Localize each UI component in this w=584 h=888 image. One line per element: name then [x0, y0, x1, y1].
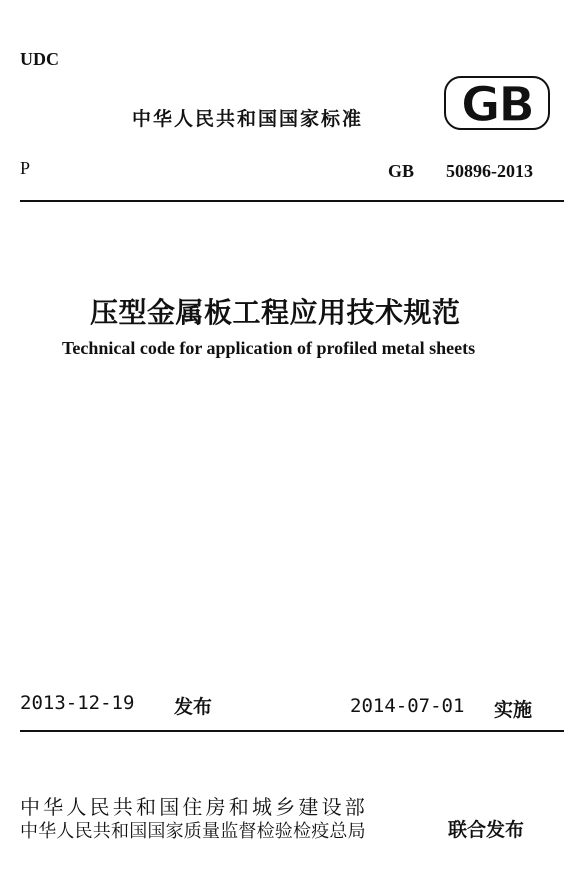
- implementation-date: 2014-07-01: [350, 695, 465, 717]
- publisher-line-1: 中华人民共和国住房和城乡建设部: [20, 795, 368, 819]
- gb-logo: [444, 76, 550, 130]
- standard-code-number: 50896-2013: [446, 161, 533, 181]
- english-title: Technical code for application of profiled metal sheets: [62, 338, 476, 358]
- standard-type-title: 中华人民共和国国家标准: [132, 108, 364, 130]
- standard-code-prefix: GB: [388, 161, 415, 181]
- top-divider: [20, 200, 564, 202]
- implementation-label: 实施: [494, 699, 533, 721]
- chinese-title: 压型金属板工程应用技术规范: [90, 296, 461, 329]
- issue-date: 2013-12-19: [20, 692, 135, 714]
- classification-code: P: [20, 158, 31, 178]
- publisher-line-2: 中华人民共和国国家质量监督检验检疫总局: [20, 821, 366, 842]
- joint-publish-label: 联合发布: [448, 819, 525, 841]
- udc-label: UDC: [20, 49, 59, 69]
- issue-label: 发布: [174, 696, 213, 718]
- bottom-divider: [20, 730, 564, 732]
- gb-logo-text: GB: [461, 77, 533, 130]
